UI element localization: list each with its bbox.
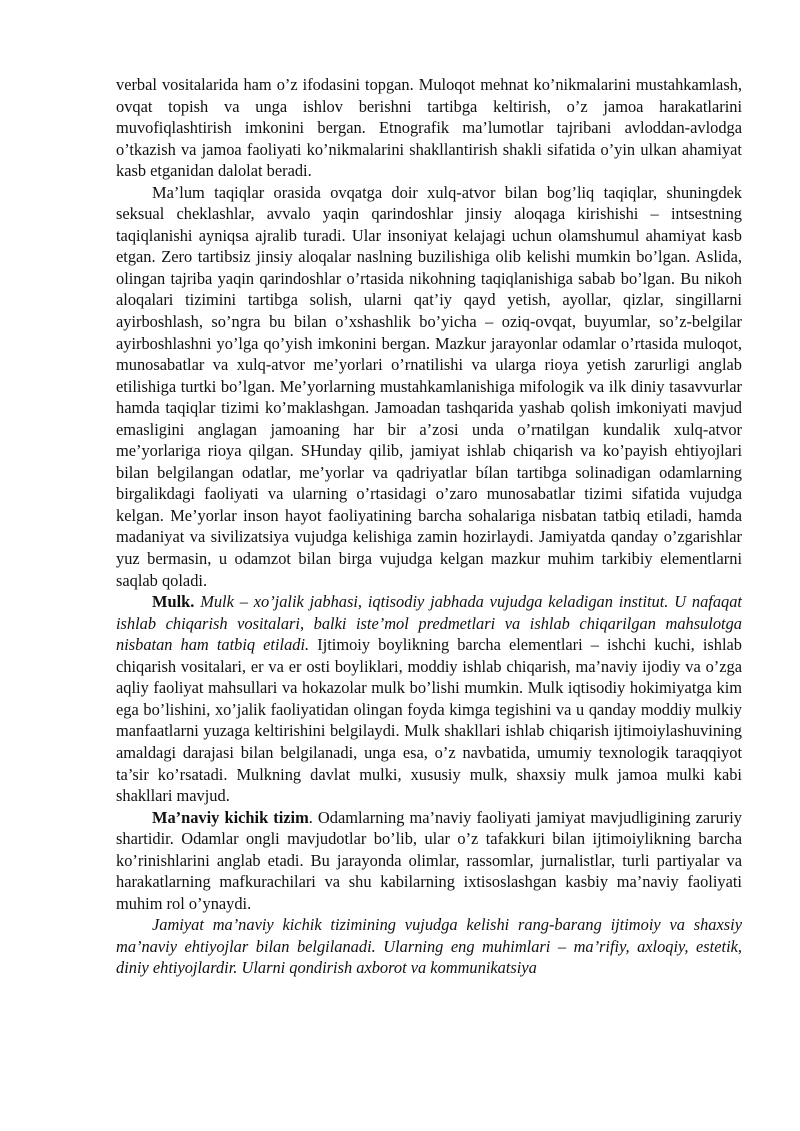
term-manaviy-kichik-tizim: Ma’naviy kichik tizim <box>152 807 309 827</box>
document-page <box>116 74 742 979</box>
paragraph-5: Jamiyat ma’naviy kichik tizimining vujudga kelishi rang-barang ijtimoiy va shaxsiy ma’naviy ehtiyojlar bilan belgilanadi. Ularning eng muhimlari – ma’rifiy, axloqiy, estetik, diniy ehtiyojlardir. Ularni qondirish axborot va kommunikatsiya <box>116 915 742 978</box>
term-mulk: Mulk. <box>152 592 195 612</box>
paragraph-4 <box>116 807 742 915</box>
paragraph-4-body: . Odamlarning ma’naviy faoliyati jamiyat mavjudligining zaruriy shartidir. Odamlar ongli mavjudotlar bo’lib, ular o’z tafakkuri bilan ijtimoiylikning barcha ko’rinishlarini anglab etadi. Bu jarayonda olimlar, rassomlar, jurnalistlar, turli partiyalar va harakatlarning mafkurachilari va shu kabilarning ixtisoslashgan kasbiy ma’naviy faoliyati muhim rol o’ynaydi. <box>116 807 742 913</box>
paragraph-2: Ma’lum taqiqlar orasida ovqatga doir xulq-atvor bilan bog’liq taqiqlar, shuningdek seksual cheklashlar, avvalo yaqin qarindoshlar jinsiy aloqaga kirishishi – intsestning taqiqlanishi ayniqsa ajralib turadi. Ular insoniyat kelajagi uchun olamshumul ahamiyat kasb etgan. Zero tartibsiz jinsiy aloqalar naslning buzilishiga olib kelishi mumkin bo’lgan. Aslida, olingan tajriba yaqin qarindoshlar o’rtasida nikohning taqiqlanishiga sabab bo’lgan. Bu nikoh aloqalari tizimini tartibga solish, ularni qat’iy qayd yetish, ayollar, qizlar, singillarni ayirboshlash, so’ngra bu bilan o’xshashlik bo’yicha – oziq-ovqat, buyumlar, so’z-belgilar ayirboshlashni yo’lga qo’yish imkonini bergan. Mazkur jarayonlar odamlar o’rtasida muloqot, munosabatlar va xulq-atvor me’yorlari o’rnatilishi va ularga rioya yetish zarurligi anglab etilishiga turtki bo’lgan. Me’yorlarning mustahkamlanishiga mifologik va ilk diniy tasavvurlar hamda taqiqlar tizimi ko’maklashgan. Jamoadan tashqarida yashab qolish imkoniyati mavjud emasligini anglagan jamoaning har bir a’zosi unda o’rnatilgan kundalik xulq-atvor me’yorlariga rioya qilgan. SHunday qilib, jamiyat ishlab chiqarish va ko’payish ehtiyojlari bilan belgilangan odatlar, me’yorlar va qadriyatlar bílan tartibga solinadigan odamlarning birgalikdagi faoliyati va ularning o’rtasidagi o’zaro munosabatlar tizimi sifatida vujudga kelgan. Me’yorlar inson hayot faoliyatining barcha sohalariga nisbatan tatbiq etiladi, hamda madaniyat va sivilizatsiya vujudga kelishiga zamin hozirlaydi. Jamiyatda qanday o’zgarishlar yuz bermasin, u odamzot bilan birga vujudga kelgan mazkur muhim tarkibiy elementlarni saqlab qoladi. <box>116 182 742 590</box>
definition-mulk: Mulk – xo’jalik jabhasi, iqtisodiy jabhada vujudga keladigan institut. U nafaqat ishlab chiqarish vositalari, balki iste’mol predmetlari va ishlab chiqarilgan mahsulotga nisbatan ham tatbiq etiladi. <box>116 592 742 655</box>
paragraph-1: verbal vositalarida ham o’z ifodasini topgan. Muloqot mehnat ko’nikmalarini mustahkamlash, ovqat topish va unga ishlov berishni tartibga keltirish, o’z jamoa harakatlarini muvofiqlashtirish imkonini bergan. Etnografik ma’lumotlar tajribani avloddan-avlodga o’tkazish va jamoa faoliyati ko’nikmalarini shakllantirish shakli sifatida o’yin ulkan ahamiyat kasb etganidan dalolat beradi. <box>116 75 742 181</box>
paragraph-3 <box>116 591 742 806</box>
paragraph-3-body: Ijtimoiy boylikning barcha elementlari – ishchi kuchi, ishlab chiqarish vositalari, er va er osti boyliklari, moddiy ishlab chiqarish, ma’naviy ijodiy va o’zga aqliy faoliyat mahsullari va hokazolar mulk bo’lishi mumkin. Mulk iqtisodiy hokimiyatga kim ega bo’lishini, xo’jalik faoliyatidan olingan foyda kimga tegishini va u qanday moddiy mulkiy manfaatlarni yuzaga keltirishini belgilaydi. Mulk shakllari ishlab chiqarish ijtimoiylashuvining amaldagi darajasi bilan belgilanadi, unga esa, o’z navbatida, umumiy texnologik taraqqiyot ta’sir ko’rsatadi. Mulkning davlat mulki, xususiy mulk, shaxsiy mulk jamoa mulki kabi shakllari mavjud. <box>116 635 743 806</box>
